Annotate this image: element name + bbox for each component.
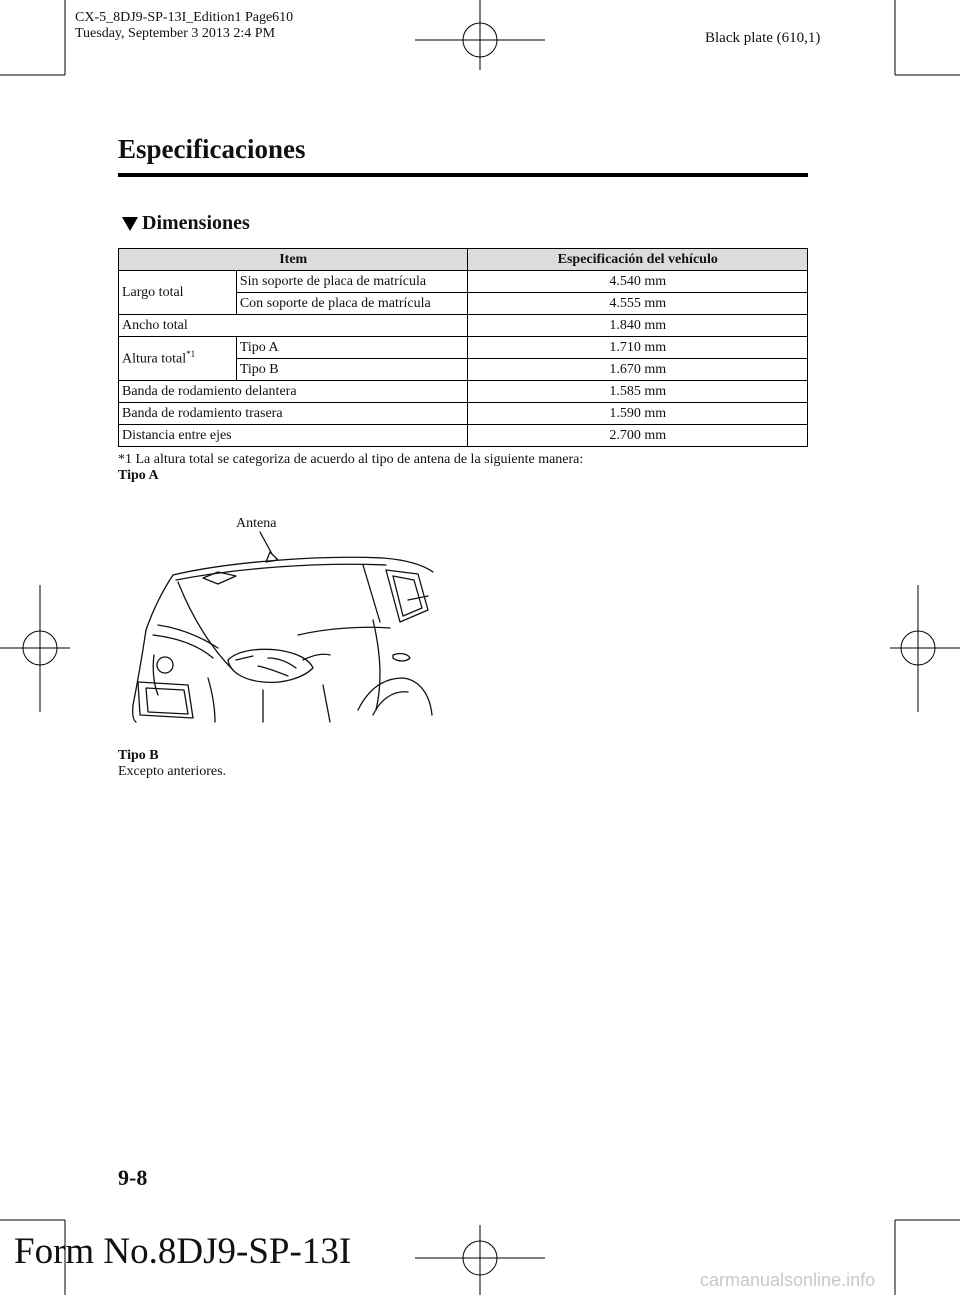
tipo-b-label: Tipo B	[118, 748, 159, 763]
table-row	[119, 381, 808, 403]
table-header-row	[119, 249, 808, 271]
row-value: 1.710 mm	[468, 337, 808, 359]
row-item-label: Banda de rodamiento delantera	[119, 381, 468, 403]
table-row	[119, 315, 808, 337]
dimensions-table	[118, 248, 808, 447]
file-date: Tuesday, September 3 2013 2:4 PM	[75, 26, 276, 41]
table-header-spec: Especificación del vehículo	[468, 249, 808, 271]
row-item-label: Ancho total	[119, 315, 468, 337]
row-sub-label: Con soporte de placa de matrícula	[236, 293, 468, 315]
row-value: 1.670 mm	[468, 359, 808, 381]
row-value: 2.700 mm	[468, 425, 808, 447]
table-row	[119, 271, 808, 293]
page-number: 9-8	[118, 1165, 148, 1190]
antenna-label: Antena	[236, 516, 277, 531]
section-title: Especificaciones	[118, 134, 306, 164]
footnote-text: *1 La altura total se categoriza de acuerdo al tipo de antena de la siguiente manera:	[118, 452, 584, 467]
row-sub-label: Tipo A	[236, 337, 468, 359]
row-item-label: Largo total	[119, 271, 237, 315]
row-sub-label: Sin soporte de placa de matrícula	[236, 271, 468, 293]
triangle-down-icon	[122, 217, 138, 231]
tipo-b-block	[118, 748, 226, 780]
subsection-heading	[122, 212, 250, 235]
form-number: Form No.8DJ9-SP-13I	[14, 1231, 352, 1272]
row-value: 1.840 mm	[468, 315, 808, 337]
row-item-label: Banda de rodamiento trasera	[119, 403, 468, 425]
row-value: 1.585 mm	[468, 381, 808, 403]
subsection-title: Dimensiones	[142, 212, 250, 234]
tipo-b-text: Excepto anteriores.	[118, 764, 227, 779]
row-value: 1.590 mm	[468, 403, 808, 425]
vehicle-illustration	[118, 510, 438, 725]
table-row	[119, 337, 808, 359]
file-info	[75, 10, 293, 42]
title-rule	[118, 173, 808, 177]
plate-info: Black plate (610,1)	[705, 30, 821, 46]
table-row	[119, 425, 808, 447]
footnote-block	[118, 452, 583, 484]
table-header-item: Item	[119, 249, 468, 271]
row-item-label: Distancia entre ejes	[119, 425, 468, 447]
row-item-text: Altura total	[122, 351, 187, 367]
row-item-label	[119, 337, 237, 381]
footnote-ref: *1	[186, 349, 196, 360]
row-value: 4.555 mm	[468, 293, 808, 315]
row-value: 4.540 mm	[468, 271, 808, 293]
row-sub-label: Tipo B	[236, 359, 468, 381]
tipo-a-label: Tipo A	[118, 468, 159, 483]
watermark: carmanualsonline.info	[700, 1270, 876, 1290]
table-row	[119, 403, 808, 425]
car-rear-illustration	[118, 510, 438, 725]
file-name: CX-5_8DJ9-SP-13I_Edition1 Page610	[75, 10, 294, 25]
